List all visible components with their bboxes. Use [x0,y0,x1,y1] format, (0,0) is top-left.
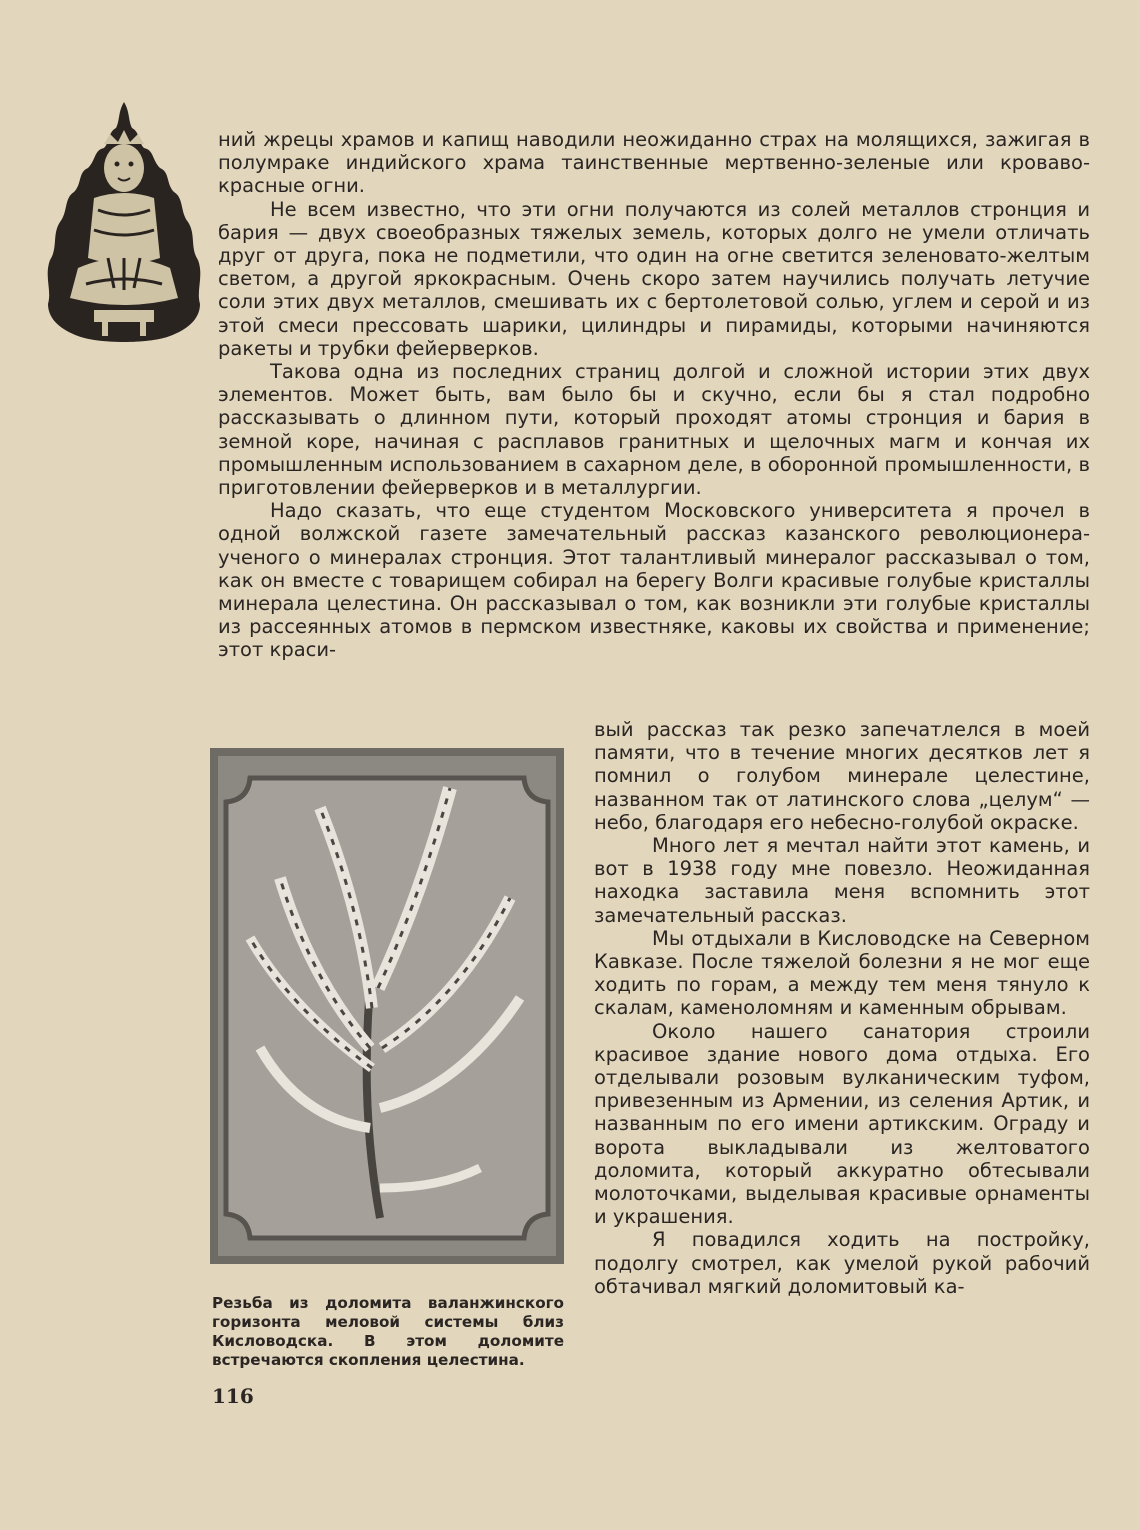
figure-caption: Резьба из доломита валанжинского горизонта меловой системы близ Кисловодска. В этом доломите встречаются скопления целестина. [212,1294,564,1369]
paragraph: Мы отдыхали в Кисловодске на Северном Кавказе. После тяжелой болезни я не мог еще ходить по горам, а между тем меня тянуло к скалам, каменоломням и каменным обрывам. [594,926,1090,1020]
dolomite-carving-image [210,748,564,1264]
paragraph: Много лет я мечтал найти этот камень, и вот в 1938 году мне повезло. Неожиданная находка заставила меня вспомнить этот замечательный рассказ. [594,834,1090,927]
paragraph: вый рассказ так резко запечатлелся в моей памяти, что в течение многих десятков лет я помнил о голубом минерале целестине, названном так от латинского слова „целум“ — небо, благодаря его небесно-голубой окраске. [594,718,1090,834]
paragraph: Около нашего санатория строили красивое здание нового дома отдыха. Его отделывали розовым вулканическим туфом, привезенным из Армении, из селения Артик, и названным по его имени артикским. Ограду и ворота выкладывали из желтоватого доломита, который аккуратно обтесывали молоточками, выделывая красивые орнаменты и украшения. [594,1019,1090,1229]
page-number: 116 [212,1384,254,1408]
paragraph: Надо сказать, что еще студентом Московского университета я прочел в одной волжской газете замечательный рассказ казанского революционера-ученого о минералах стронция. Этот талантливый минералог рассказывал о том, как он вместе с товарищем собирал на берегу Волги красивые голубые кристаллы минерала целестина. Он рассказывал о том, как возникли эти голубые кристаллы из рассеянных атомов в пермском известняке, каковы их свойства и применение; этот краси- [218,499,1090,662]
paragraph: Такова одна из последних страниц долгой и сложной истории этих двух элементов. Может быть, вам было бы и скучно, если бы я стал подробно рассказывать о длинном пути, который проходят атомы стронция и бария в земной коре, начиная с расплавов гранитных и щелочных магм и кончая их промышленным использованием в сахарном деле, в оборонной промышленности, в приготовлении фейерверков и в металлургии. [218,360,1090,500]
paragraph: Не всем известно, что эти огни получаются из солей металлов стронция и бария — двух своеобразных тяжелых земель, которых долго не умели отличать друг от друга, пока не подметили, что один на огне светится зеленовато-желтым светом, а другой яркокрасным. Очень скоро затем научились получать летучие соли этих двух металлов, смешивать их с бертолетовой солью, углем и серой и из этой смеси прессовать шарики, цилиндры и пирамиды, которыми начиняются ракеты и трубки фейерверков. [218,197,1090,360]
paragraph: Я повадился ходить на постройку, подолгу смотрел, как умелой рукой рабочий обтачивал мягкий доломитовый ка- [594,1228,1090,1298]
main-text [218,128,1090,662]
side-text [594,718,1090,1298]
deity-statue-icon [38,98,210,358]
paragraph: ний жрецы храмов и капищ наводили неожиданно страх на молящихся, зажигая в полумраке индийского храма таинственные мертвенно-зеленые или кроваво-красные огни. [218,128,1090,198]
